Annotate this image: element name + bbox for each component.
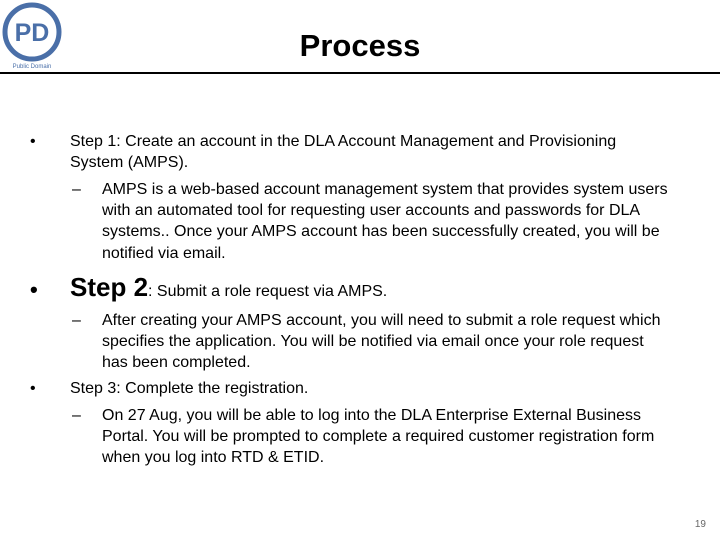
dash-icon: – (72, 312, 81, 329)
step-3-text: Step 3: Complete the registration. (70, 380, 309, 397)
slide-title: Process (299, 28, 421, 63)
logo-mark: PD (14, 19, 50, 47)
bullet-icon: • (30, 380, 36, 397)
page-number: 19 (694, 519, 706, 530)
step-2-detail: After creating your AMPS account, you will need to submit a role request which specifies the application. You will be notified via email once your role request has been completed. (102, 312, 661, 372)
step-2-lead: Step 2 (70, 272, 149, 302)
logo-caption: Public Domain (12, 64, 52, 70)
bullet-icon: • (30, 277, 38, 302)
title-divider (0, 72, 720, 74)
dash-icon: – (72, 407, 81, 424)
step-3-detail: On 27 Aug, you will be able to log into the DLA Enterprise External Business Portal. You will be prompted to complete a required customer registration form when you log into RTD & ETID. (102, 407, 655, 467)
step-1-detail: AMPS is a web-based account management system that provides system users with an automated tool for requesting user accounts and passwords for DLA systems.. Once your AMPS account has been successfully created, you will be notified via email. (102, 181, 668, 262)
step-1-text: Step 1: Create an account in the DLA Account Management and Provisioning System (AMPS). (70, 133, 617, 171)
bullet-icon: • (30, 133, 36, 150)
step-2-heading (70, 272, 670, 307)
dash-icon: – (72, 181, 81, 198)
step-2-rest: : Submit a role request via AMPS. (148, 283, 388, 300)
